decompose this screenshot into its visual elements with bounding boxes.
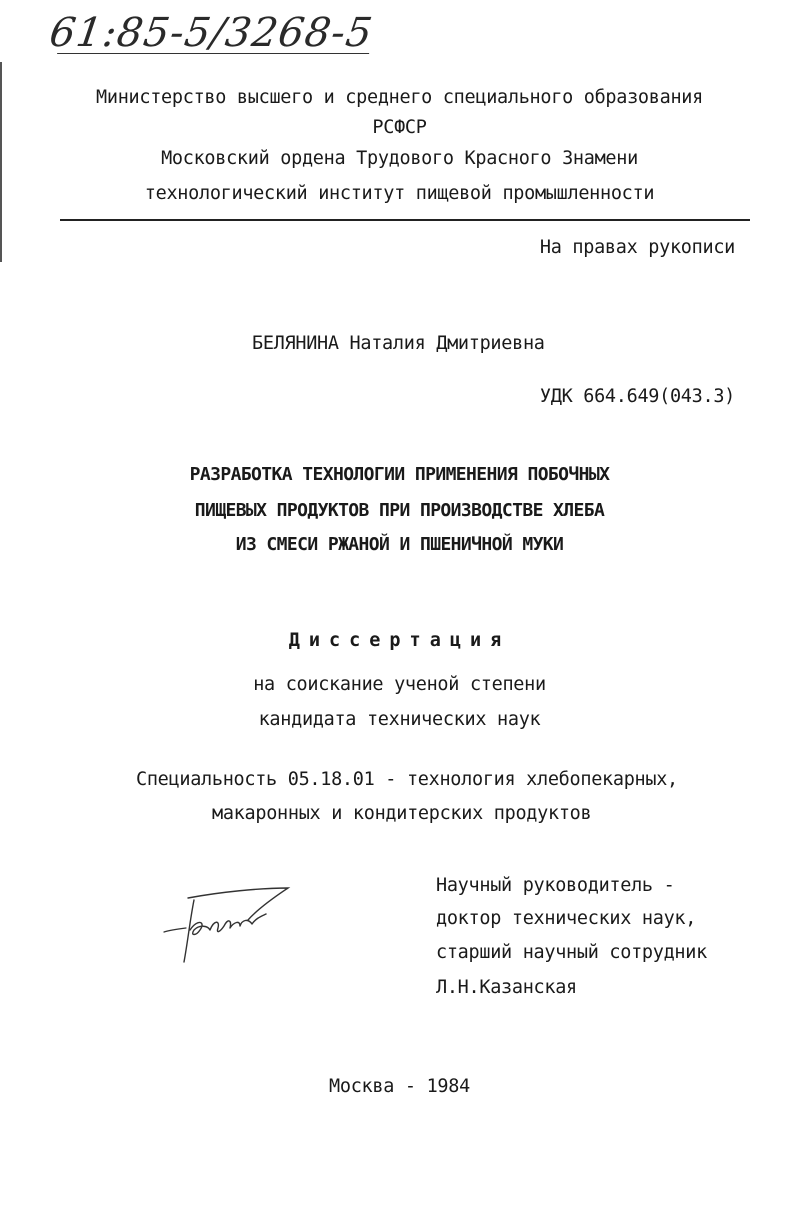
header-divider (60, 219, 750, 221)
supervisor-line-3: старший научный сотрудник (436, 942, 707, 963)
title-line-2: ПИЩЕВЫХ ПРОДУКТОВ ПРИ ПРОИЗВОДСТВЕ ХЛЕБА (194, 500, 605, 521)
handwritten-signature (160, 880, 300, 970)
udc-code: УДК 664.649(043.3) (539, 386, 735, 407)
republic-line: РСФСР (372, 117, 427, 138)
title-line-1: РАЗРАБОТКА ТЕХНОЛОГИИ ПРИМЕНЕНИЯ ПОБОЧНЫХ (189, 464, 610, 485)
archive-number-underline (57, 53, 370, 54)
specialty-line-1: Специальность 05.18.01 - технология хлебопекарных, (136, 769, 678, 790)
manuscript-note: На правах рукописи (539, 237, 735, 258)
supervisor-line-1: Научный руководитель - (436, 875, 675, 896)
supervisor-line-2: доктор технических наук, (436, 908, 697, 929)
archive-number-text: 61:85-5/3268-5 (46, 10, 376, 56)
ministry-line: Министерство высшего и среднего специального образования (96, 87, 703, 108)
specialty-line-2: макаронных и кондитерских продуктов (212, 803, 592, 824)
degree-line-1: на соискание ученой степени (253, 674, 546, 695)
institute-line-2: технологический институт пищевой промышленности (144, 183, 655, 204)
title-line-3: ИЗ СМЕСИ РЖАНОЙ И ПШЕНИЧНОЙ МУКИ (235, 534, 564, 555)
city-year: Москва - 1984 (329, 1076, 470, 1097)
supervisor-name: Л.Н.Казанская (436, 977, 577, 998)
institute-line-1: Московский ордена Трудового Красного Знамени (161, 148, 638, 169)
degree-line-2: кандидата технических наук (258, 709, 541, 730)
author-name: БЕЛЯНИНА Наталия Дмитриевна (252, 333, 545, 354)
handwritten-archive-number (46, 8, 376, 58)
document-type: Диссертация (288, 630, 511, 651)
